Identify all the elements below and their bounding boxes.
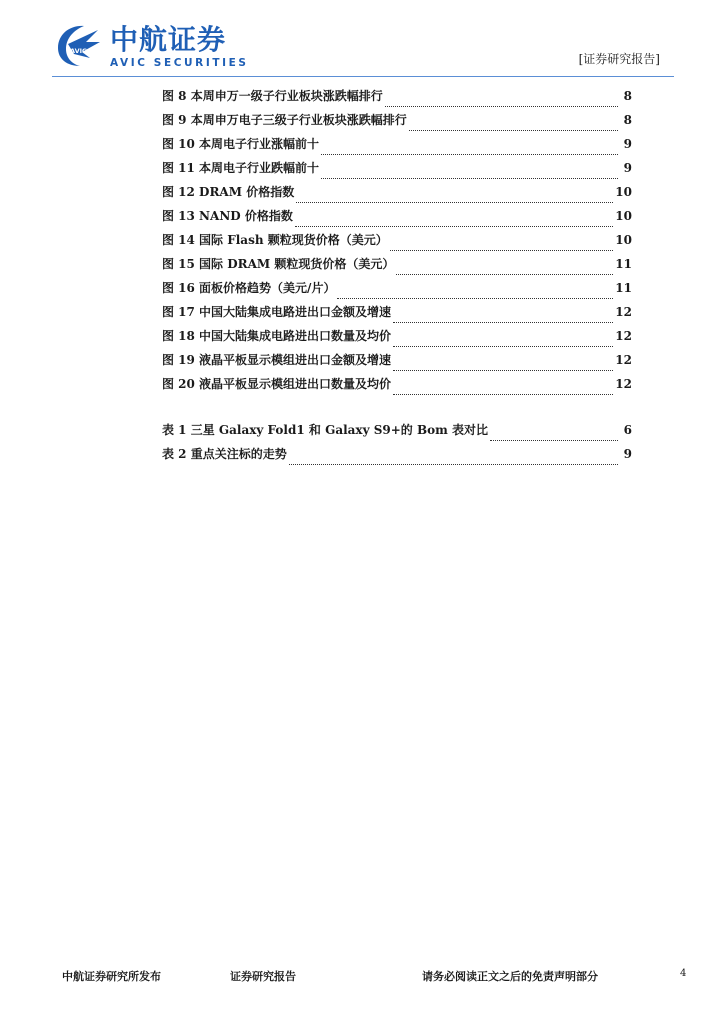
toc-figure-entry-label: 图 19 液晶平板显示模组进出口金额及增速 — [162, 353, 392, 367]
toc-table-entry-label: 表 2 重点关注标的走势 — [162, 447, 287, 461]
toc-figure-entry[interactable] — [162, 255, 632, 279]
logo-chinese-name: 中航证券 — [110, 23, 227, 56]
toc-figure-entry-label: 图 9 本周申万电子三级子行业板块涨跌幅排行 — [162, 113, 407, 127]
toc-figure-entry[interactable] — [162, 159, 632, 183]
report-type-label: [证券研究报告] — [578, 52, 660, 66]
toc-figure-entry-page: 10 — [615, 209, 632, 223]
toc-figure-entry-label: 图 10 本周电子行业涨幅前十 — [162, 137, 320, 151]
toc-figure-entry-label: 图 18 中国大陆集成电路进出口数量及均价 — [162, 329, 392, 343]
dot-leader — [393, 346, 613, 347]
toc-figure-entry-page: 11 — [615, 281, 632, 295]
toc-figure-entry-label: 图 13 NAND 价格指数 — [162, 209, 293, 223]
dot-leader — [321, 178, 618, 179]
dot-leader — [295, 226, 613, 227]
table-list — [162, 421, 632, 469]
dot-leader — [409, 130, 618, 131]
toc-figure-entry-page: 12 — [615, 329, 632, 343]
toc-figure-entry[interactable] — [162, 207, 632, 231]
toc-figure-entry-page: 9 — [623, 137, 632, 151]
toc-table-entry-page: 9 — [623, 447, 632, 461]
dot-leader — [393, 394, 613, 395]
toc-figure-entry-page: 12 — [615, 377, 632, 391]
toc-figure-entry-page: 10 — [615, 233, 632, 247]
dot-leader — [490, 440, 618, 441]
toc-figure-entry-label: 图 15 国际 DRAM 颗粒现货价格（美元） — [162, 257, 395, 271]
dot-leader — [296, 202, 613, 203]
toc-figure-entry[interactable] — [162, 183, 632, 207]
toc-figure-entry-page: 10 — [615, 185, 632, 199]
toc-figure-entry[interactable] — [162, 351, 632, 375]
toc-figure-entry-label: 图 16 面板价格趋势（美元/片） — [162, 281, 336, 295]
toc-figure-entry-label: 图 20 液晶平板显示模组进出口数量及均价 — [162, 377, 392, 391]
toc-figure-entry-page: 12 — [615, 305, 632, 319]
toc-figure-entry-page: 11 — [615, 257, 632, 271]
dot-leader — [337, 298, 613, 299]
dot-leader — [393, 322, 613, 323]
dot-leader — [393, 370, 613, 371]
toc-figure-entry[interactable] — [162, 279, 632, 303]
toc-figure-entry-label: 图 11 本周电子行业跌幅前十 — [162, 161, 320, 175]
footer-publisher: 中航证券研究所发布 — [62, 970, 161, 983]
toc-figure-entry-page: 12 — [615, 353, 632, 367]
toc-table-entry[interactable] — [162, 421, 632, 445]
logo-badge-text: AVIC — [70, 47, 87, 55]
logo-english-name: AVIC SECURITIES — [110, 57, 249, 69]
header-divider — [52, 76, 674, 77]
section-gap — [162, 399, 632, 421]
toc-figure-entry-label: 图 14 国际 Flash 颗粒现货价格（美元） — [162, 233, 388, 247]
dot-leader — [385, 106, 618, 107]
dot-leader — [321, 154, 618, 155]
toc-table-entry-page: 6 — [623, 423, 632, 437]
table-of-contents — [162, 87, 632, 469]
dot-leader — [396, 274, 613, 275]
page-header — [0, 0, 724, 82]
toc-figure-entry-page: 8 — [623, 113, 632, 127]
toc-figure-entry[interactable] — [162, 231, 632, 255]
toc-figure-entry[interactable] — [162, 375, 632, 399]
toc-table-entry[interactable] — [162, 445, 632, 469]
toc-figure-entry[interactable] — [162, 111, 632, 135]
figure-list — [162, 87, 632, 399]
footer-report-type: 证券研究报告 — [230, 970, 296, 983]
toc-figure-entry[interactable] — [162, 303, 632, 327]
dot-leader — [390, 250, 614, 251]
toc-figure-entry[interactable] — [162, 87, 632, 111]
footer-disclaimer: 请务必阅读正文之后的免责声明部分 — [422, 970, 598, 983]
toc-table-entry-label: 表 1 三星 Galaxy Fold1 和 Galaxy S9+的 Bom 表对比 — [162, 423, 488, 437]
dot-leader — [289, 464, 618, 465]
toc-figure-entry-label: 图 12 DRAM 价格指数 — [162, 185, 295, 199]
company-logo — [52, 20, 252, 70]
page-number: 4 — [680, 968, 687, 979]
toc-figure-entry-page: 9 — [623, 161, 632, 175]
toc-figure-entry-label: 图 17 中国大陆集成电路进出口金额及增速 — [162, 305, 392, 319]
toc-figure-entry-page: 8 — [623, 89, 632, 103]
toc-figure-entry[interactable] — [162, 135, 632, 159]
avic-logo-icon — [52, 22, 102, 68]
toc-figure-entry-label: 图 8 本周申万一级子行业板块涨跌幅排行 — [162, 89, 383, 103]
toc-figure-entry[interactable] — [162, 327, 632, 351]
